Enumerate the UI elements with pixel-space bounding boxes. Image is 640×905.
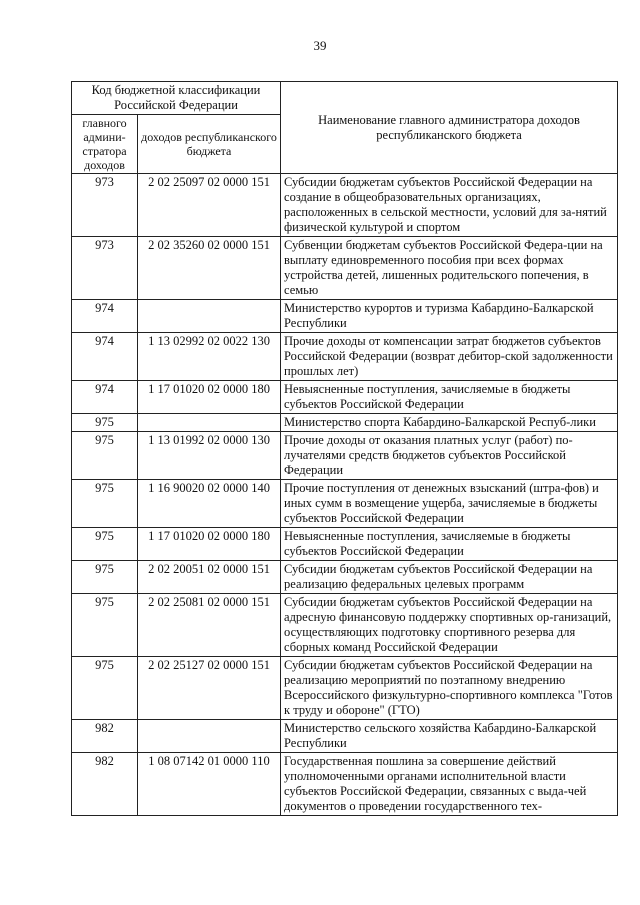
admin-code-cell: 973	[72, 174, 138, 237]
table-row	[72, 480, 618, 528]
admin-code-cell: 975	[72, 480, 138, 528]
table-row	[72, 237, 618, 300]
admin-code-cell: 974	[72, 300, 138, 333]
header-group-title: Код бюджетной классификации Российской Федерации	[72, 82, 281, 115]
income-code-cell: 1 08 07142 01 0000 110	[138, 753, 281, 816]
administrator-name-cell: Субсидии бюджетам субъектов Российской Федерации на реализацию мероприятий по поэтапному внедрению Всероссийского физкультурно-спортивного комплекса "Готов к труду и обороне" (ГТО)	[281, 657, 618, 720]
income-code-cell: 2 02 35260 02 0000 151	[138, 237, 281, 300]
admin-code-cell: 974	[72, 333, 138, 381]
admin-code-cell: 975	[72, 528, 138, 561]
table-row	[72, 414, 618, 432]
income-code-cell: 1 17 01020 02 0000 180	[138, 381, 281, 414]
income-code-cell: 2 02 20051 02 0000 151	[138, 561, 281, 594]
income-code-cell: 1 16 90020 02 0000 140	[138, 480, 281, 528]
admin-code-cell: 975	[72, 561, 138, 594]
admin-code-cell: 982	[72, 720, 138, 753]
income-code-cell: 1 17 01020 02 0000 180	[138, 528, 281, 561]
administrator-name-cell: Невыясненные поступления, зачисляемые в бюджеты субъектов Российской Федерации	[281, 381, 618, 414]
administrator-name-cell: Субсидии бюджетам субъектов Российской Федерации на адресную финансовую поддержку спортивных ор-ганизаций, осуществляющих подготовку спортивного резерва для сборных команд Российской Федерации	[281, 594, 618, 657]
income-code-cell	[138, 720, 281, 753]
table-row	[72, 720, 618, 753]
administrator-name-cell: Субсидии бюджетам субъектов Российской Федерации на создание в общеобразовательных организациях, расположенных в сельской местности, условий для за-нятий физической культурой и спортом	[281, 174, 618, 237]
administrator-name-cell: Прочие поступления от денежных взысканий (штра-фов) и иных сумм в возмещение ущерба, зачисляемые в бюджеты субъектов Российской Федерации	[281, 480, 618, 528]
table-row	[72, 174, 618, 237]
admin-code-cell: 974	[72, 381, 138, 414]
table-row	[72, 432, 618, 480]
administrator-name-cell: Министерство курортов и туризма Кабардино-Балкарской Республики	[281, 300, 618, 333]
page-number: 39	[313, 38, 327, 53]
income-code-cell: 1 13 02992 02 0022 130	[138, 333, 281, 381]
admin-code-cell: 973	[72, 237, 138, 300]
table-body	[72, 174, 618, 816]
administrator-name-cell: Прочие доходы от оказания платных услуг (работ) по-лучателями средств бюджетов субъектов Российской Федерации	[281, 432, 618, 480]
admin-code-cell: 975	[72, 414, 138, 432]
table-row	[72, 594, 618, 657]
table-header-row	[72, 82, 618, 115]
administrator-name-cell: Субсидии бюджетам субъектов Российской Федерации на реализацию федеральных целевых программ	[281, 561, 618, 594]
table-row	[72, 300, 618, 333]
header-admin-column: главного админи-стратора доходов	[72, 115, 138, 174]
administrator-name-cell: Невыясненные поступления, зачисляемые в бюджеты субъектов Российской Федерации	[281, 528, 618, 561]
budget-classification-table	[71, 81, 618, 816]
table-row	[72, 381, 618, 414]
header-income-column: доходов республиканского бюджета	[138, 115, 281, 174]
income-code-cell: 1 13 01992 02 0000 130	[138, 432, 281, 480]
administrator-name-cell: Министерство сельского хозяйства Кабардино-Балкарской Республики	[281, 720, 618, 753]
administrator-name-cell: Прочие доходы от компенсации затрат бюджетов субъектов Российской Федерации (возврат дебитор-ской задолженности прошлых лет)	[281, 333, 618, 381]
income-code-cell: 2 02 25097 02 0000 151	[138, 174, 281, 237]
table-row	[72, 528, 618, 561]
admin-code-cell: 975	[72, 657, 138, 720]
income-code-cell: 2 02 25081 02 0000 151	[138, 594, 281, 657]
administrator-name-cell: Министерство спорта Кабардино-Балкарской Респуб-лики	[281, 414, 618, 432]
table-row	[72, 657, 618, 720]
table-row	[72, 561, 618, 594]
administrator-name-cell: Субвенции бюджетам субъектов Российской Федера-ции на выплату единовременного пособия при всех формах устройства детей, лишенных родительского попечения, в семью	[281, 237, 618, 300]
administrator-name-cell: Государственная пошлина за совершение действий уполномоченными органами исполнительной власти субъектов Российской Федерации, связанных с выда-чей документов о проведении государственного тех-	[281, 753, 618, 816]
income-code-cell: 2 02 25127 02 0000 151	[138, 657, 281, 720]
income-code-cell	[138, 300, 281, 333]
admin-code-cell: 982	[72, 753, 138, 816]
table-row	[72, 753, 618, 816]
table-row	[72, 333, 618, 381]
header-name-column: Наименование главного администратора доходов республиканского бюджета	[281, 82, 618, 174]
admin-code-cell: 975	[72, 594, 138, 657]
admin-code-cell: 975	[72, 432, 138, 480]
income-code-cell	[138, 414, 281, 432]
